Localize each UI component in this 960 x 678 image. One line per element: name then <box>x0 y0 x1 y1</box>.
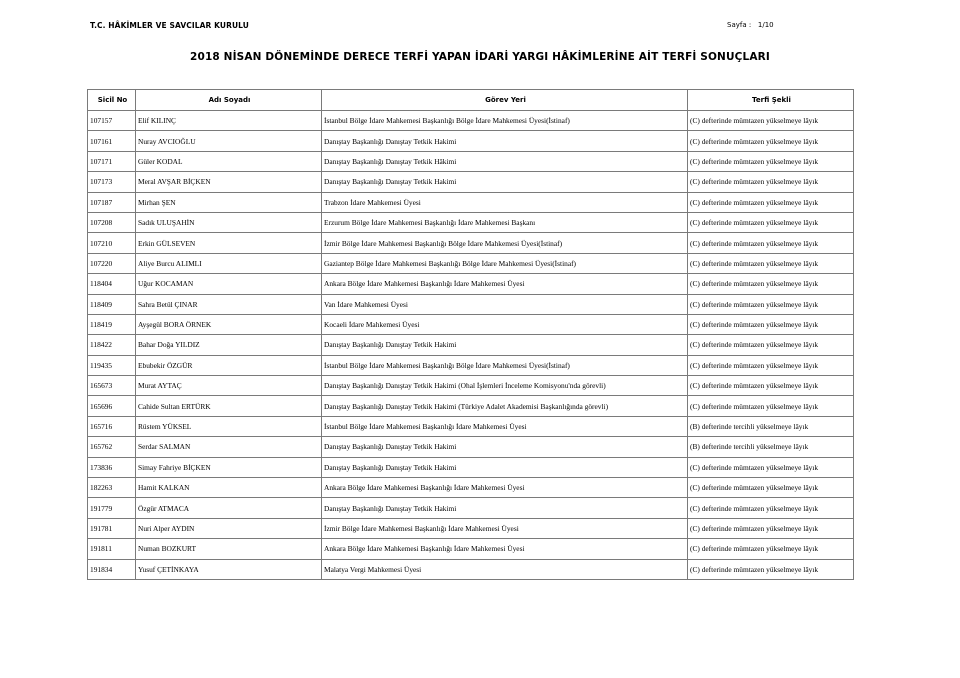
position-cell: Gaziantep Bölge İdare Mahkemesi Başkanlığı Bölge İdare Mahkemesi Üyesi(İstinaf) <box>322 253 688 273</box>
name-cell: Numan BOZKURT <box>136 539 322 559</box>
position-cell: Van İdare Mahkemesi Üyesi <box>322 294 688 314</box>
promotion-cell: (B) defterinde tercihli yükselmeye lâyık <box>688 416 854 436</box>
name-cell: Rüstem YÜKSEL <box>136 416 322 436</box>
table-row <box>88 355 854 375</box>
results-table <box>87 89 854 580</box>
promotion-cell: (C) defterinde mümtazen yükselmeye lâyık <box>688 376 854 396</box>
position-cell: Danıştay Başkanlığı Danıştay Tetkik Hakimi <box>322 335 688 355</box>
table-row <box>88 172 854 192</box>
name-cell: Serdar SALMAN <box>136 437 322 457</box>
promotion-cell: (C) defterinde mümtazen yükselmeye lâyık <box>688 294 854 314</box>
name-cell: Sahra Betül ÇINAR <box>136 294 322 314</box>
position-cell: İstanbul Bölge İdare Mahkemesi Başkanlığı Bölge İdare Mahkemesi Üyesi(İstinaf) <box>322 355 688 375</box>
table-row <box>88 376 854 396</box>
name-cell: Ebubekir ÖZGÜR <box>136 355 322 375</box>
table-header-row <box>88 90 854 111</box>
name-cell: Bahar Doğa YILDIZ <box>136 335 322 355</box>
organization-name: T.C. HÂKİMLER VE SAVCILAR KURULU <box>90 21 249 30</box>
promotion-cell: (C) defterinde mümtazen yükselmeye lâyık <box>688 274 854 294</box>
promotion-cell: (C) defterinde mümtazen yükselmeye lâyık <box>688 233 854 253</box>
promotion-cell: (C) defterinde mümtazen yükselmeye lâyık <box>688 111 854 131</box>
promotion-cell: (C) defterinde mümtazen yükselmeye lâyık <box>688 253 854 273</box>
sicil-no-cell: 165716 <box>88 416 136 436</box>
table-row <box>88 437 854 457</box>
position-cell: Trabzon İdare Mahkemesi Üyesi <box>322 192 688 212</box>
sicil-no-cell: 191811 <box>88 539 136 559</box>
position-cell: Danıştay Başkanlığı Danıştay Tetkik Hakimi <box>322 172 688 192</box>
sicil-no-cell: 118419 <box>88 314 136 334</box>
promotion-cell: (C) defterinde mümtazen yükselmeye lâyık <box>688 478 854 498</box>
position-cell: İzmir Bölge İdare Mahkemesi Başkanlığı İdare Mahkemesi Üyesi <box>322 518 688 538</box>
sicil-no-cell: 107171 <box>88 151 136 171</box>
promotion-cell: (C) defterinde mümtazen yükselmeye lâyık <box>688 335 854 355</box>
sicil-no-cell: 173836 <box>88 457 136 477</box>
name-cell: Ayşegül BORA ÖRNEK <box>136 314 322 334</box>
table-row <box>88 274 854 294</box>
promotion-cell: (C) defterinde mümtazen yükselmeye lâyık <box>688 498 854 518</box>
table-row <box>88 294 854 314</box>
sicil-no-cell: 119435 <box>88 355 136 375</box>
name-cell: Murat AYTAÇ <box>136 376 322 396</box>
position-cell: İzmir Bölge İdare Mahkemesi Başkanlığı Bölge İdare Mahkemesi Üyesi(İstinaf) <box>322 233 688 253</box>
promotion-cell: (C) defterinde mümtazen yükselmeye lâyık <box>688 131 854 151</box>
name-cell: Erkin GÜLSEVEN <box>136 233 322 253</box>
promotion-cell: (C) defterinde mümtazen yükselmeye lâyık <box>688 559 854 579</box>
position-cell: Danıştay Başkanlığı Danıştay Tetkik Hakimi <box>322 437 688 457</box>
name-cell: Yusuf ÇETİNKAYA <box>136 559 322 579</box>
position-cell: Danıştay Başkanlığı Danıştay Tetkik Hakimi <box>322 131 688 151</box>
position-cell: Malatya Vergi Mahkemesi Üyesi <box>322 559 688 579</box>
promotion-cell: (C) defterinde mümtazen yükselmeye lâyık <box>688 151 854 171</box>
position-cell: Ankara Bölge İdare Mahkemesi Başkanlığı İdare Mahkemesi Üyesi <box>322 539 688 559</box>
page-label: Sayfa : <box>727 21 752 29</box>
sicil-no-cell: 107220 <box>88 253 136 273</box>
name-cell: Meral AVŞAR BİÇKEN <box>136 172 322 192</box>
name-cell: Özgür ATMACA <box>136 498 322 518</box>
promotion-cell: (C) defterinde mümtazen yükselmeye lâyık <box>688 212 854 232</box>
promotion-cell: (C) defterinde mümtazen yükselmeye lâyık <box>688 518 854 538</box>
sicil-no-cell: 107157 <box>88 111 136 131</box>
page-indicator <box>727 21 774 29</box>
name-cell: Hamit KALKAN <box>136 478 322 498</box>
promotion-cell: (C) defterinde mümtazen yükselmeye lâyık <box>688 355 854 375</box>
position-cell: Ankara Bölge İdare Mahkemesi Başkanlığı İdare Mahkemesi Üyesi <box>322 478 688 498</box>
table-row <box>88 478 854 498</box>
sicil-no-cell: 107208 <box>88 212 136 232</box>
table-row <box>88 498 854 518</box>
name-cell: Nuray AVCIOĞLU <box>136 131 322 151</box>
sicil-no-cell: 165696 <box>88 396 136 416</box>
promotion-cell: (B) defterinde tercihli yükselmeye lâyık <box>688 437 854 457</box>
position-cell: İstanbul Bölge İdare Mahkemesi Başkanlığı İdare Mahkemesi Üyesi <box>322 416 688 436</box>
sicil-no-cell: 118409 <box>88 294 136 314</box>
sicil-no-cell: 165762 <box>88 437 136 457</box>
table-row <box>88 233 854 253</box>
sicil-no-cell: 107187 <box>88 192 136 212</box>
table-row <box>88 457 854 477</box>
sicil-no-cell: 165673 <box>88 376 136 396</box>
promotion-cell: (C) defterinde mümtazen yükselmeye lâyık <box>688 314 854 334</box>
sicil-no-cell: 107161 <box>88 131 136 151</box>
name-cell: Sadık ULUŞAHİN <box>136 212 322 232</box>
name-cell: Güler KODAL <box>136 151 322 171</box>
table-row <box>88 314 854 334</box>
sicil-no-cell: 191834 <box>88 559 136 579</box>
name-cell: Cahide Sultan ERTÜRK <box>136 396 322 416</box>
sicil-no-cell: 191781 <box>88 518 136 538</box>
table-row <box>88 559 854 579</box>
sicil-no-cell: 107210 <box>88 233 136 253</box>
table-row <box>88 131 854 151</box>
sicil-no-cell: 107173 <box>88 172 136 192</box>
position-cell: Kocaeli İdare Mahkemesi Üyesi <box>322 314 688 334</box>
column-header-terfi-sekli: Terfi Şekli <box>688 90 854 111</box>
promotion-cell: (C) defterinde mümtazen yükselmeye lâyık <box>688 457 854 477</box>
table-row <box>88 416 854 436</box>
column-header-adi-soyadi: Adı Soyadı <box>136 90 322 111</box>
name-cell: Simay Fahriye BİÇKEN <box>136 457 322 477</box>
sicil-no-cell: 182263 <box>88 478 136 498</box>
page-number: 1/10 <box>757 21 774 29</box>
column-header-sicil-no: Sicil No <box>88 90 136 111</box>
name-cell: Uğur KOCAMAN <box>136 274 322 294</box>
table-row <box>88 253 854 273</box>
name-cell: Elif KILINÇ <box>136 111 322 131</box>
table-row <box>88 335 854 355</box>
document-title: 2018 NİSAN DÖNEMİNDE DERECE TERFİ YAPAN İDARİ YARGI HÂKİMLERİNE AİT TERFİ SONUÇLARI <box>190 51 770 63</box>
promotion-cell: (C) defterinde mümtazen yükselmeye lâyık <box>688 192 854 212</box>
sicil-no-cell: 191779 <box>88 498 136 518</box>
position-cell: Danıştay Başkanlığı Danıştay Tetkik Hakimi <box>322 498 688 518</box>
promotion-cell: (C) defterinde mümtazen yükselmeye lâyık <box>688 539 854 559</box>
table-row <box>88 111 854 131</box>
table-row <box>88 151 854 171</box>
table-row <box>88 212 854 232</box>
table-row <box>88 539 854 559</box>
position-cell: Ankara Bölge İdare Mahkemesi Başkanlığı İdare Mahkemesi Üyesi <box>322 274 688 294</box>
name-cell: Aliye Burcu ALIMLI <box>136 253 322 273</box>
column-header-gorev-yeri: Görev Yeri <box>322 90 688 111</box>
name-cell: Nuri Alper AYDIN <box>136 518 322 538</box>
position-cell: Danıştay Başkanlığı Danıştay Tetkik Hakimi (Türkiye Adalet Akademisi Başkanlığında görevli) <box>322 396 688 416</box>
position-cell: Danıştay Başkanlığı Danıştay Tetkik Hakimi (Ohal İşlemleri İnceleme Komisyonu'nda görevli) <box>322 376 688 396</box>
promotion-cell: (C) defterinde mümtazen yükselmeye lâyık <box>688 172 854 192</box>
table-row <box>88 518 854 538</box>
sicil-no-cell: 118422 <box>88 335 136 355</box>
promotion-cell: (C) defterinde mümtazen yükselmeye lâyık <box>688 396 854 416</box>
position-cell: Erzurum Bölge İdare Mahkemesi Başkanlığı İdare Mahkemesi Başkanı <box>322 212 688 232</box>
position-cell: Danıştay Başkanlığı Danıştay Tetkik Hakimi <box>322 457 688 477</box>
position-cell: Danıştay Başkanlığı Danıştay Tetkik Hâkimi <box>322 151 688 171</box>
position-cell: İstanbul Bölge İdare Mahkemesi Başkanlığı Bölge İdare Mahkemesi Üyesi(İstinaf) <box>322 111 688 131</box>
table-row <box>88 192 854 212</box>
name-cell: Mirhan ŞEN <box>136 192 322 212</box>
sicil-no-cell: 118404 <box>88 274 136 294</box>
table-row <box>88 396 854 416</box>
table-body <box>88 111 854 580</box>
